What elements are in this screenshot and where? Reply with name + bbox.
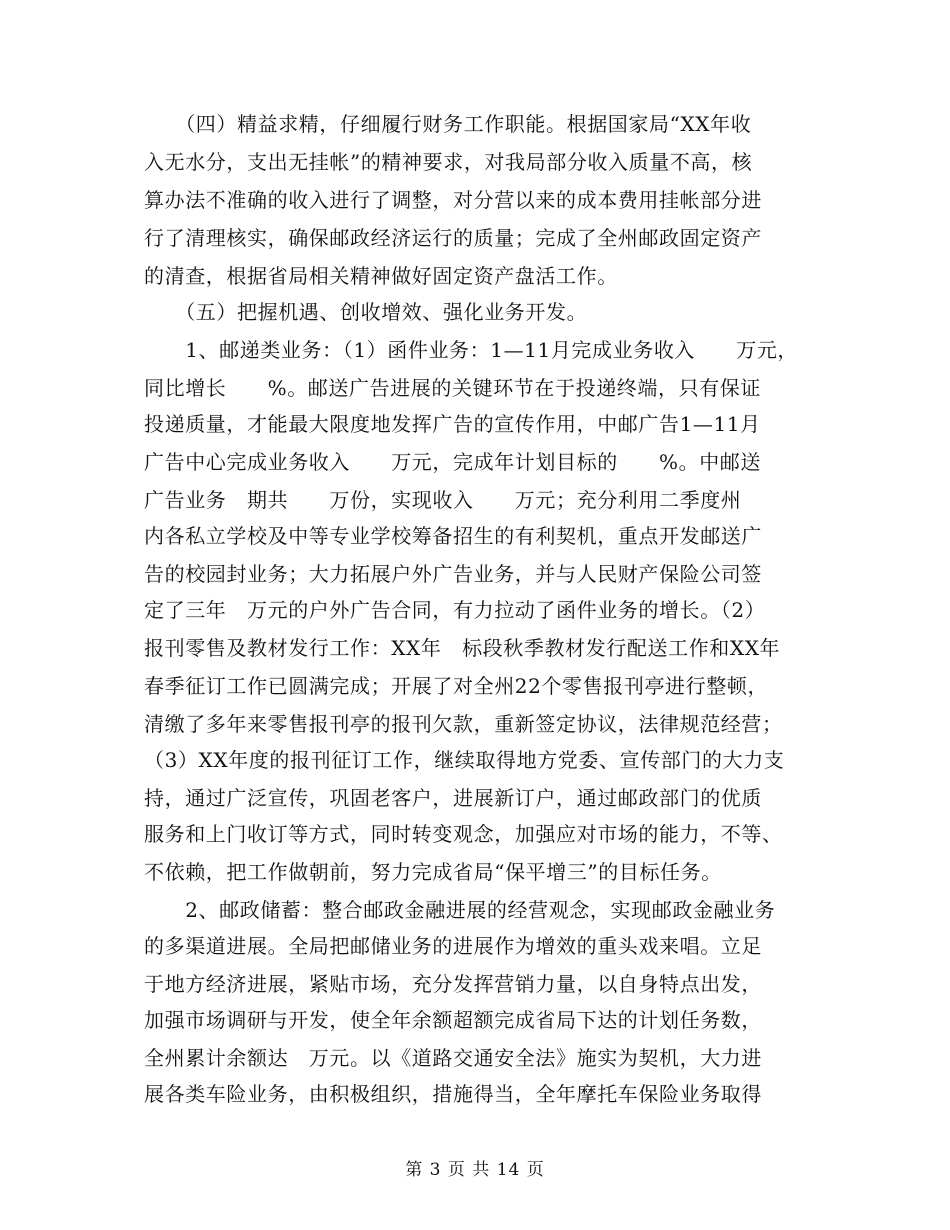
paragraph-line: 算办法不准确的收入进行了调整，对分营以来的成本费用挂帐部分进 — [144, 188, 762, 212]
paragraph-line: （3）XX年度的报刊征订工作，继续取得地方党委、宣传部门的大力支 — [144, 748, 785, 772]
paragraph-line: 入无水分，支出无挂帐”的精神要求，对我局部分收入质量不高，核 — [144, 150, 753, 174]
paragraph-line: 同比增长 %。邮送广告进展的关键环节在于投递终端，只有保证 — [144, 376, 762, 400]
paragraph-line: 全州累计余额达 万元。以《道路交通安全法》施实为契机，大力进 — [144, 1046, 762, 1070]
paragraph-line: 报刊零售及教材发行工作：XX年 标段秋季教材发行配送工作和XX年 — [144, 636, 781, 660]
paragraph-line: （五）把握机遇、创收增效、强化业务开发。 — [144, 300, 588, 324]
paragraph-line: （四）精益求精，仔细履行财务工作职能。根据国家局“XX年收 — [144, 112, 752, 136]
paragraph-line: 投递质量，才能最大限度地发挥广告的宣传作用，中邮广告1—11月 — [144, 412, 761, 436]
paragraph-line: 内各私立学校及中等专业学校筹备招生的有利契机，重点开发邮送广 — [144, 524, 762, 548]
paragraph-line: 的多渠道进展。全局把邮储业务的进展作为增效的重头戏来唱。立足 — [144, 934, 762, 958]
paragraph-line: 于地方经济进展，紧贴市场，充分发挥营销力量，以自身特点出发， — [144, 972, 762, 996]
paragraph-line: 告的校园封业务；大力拓展户外广告业务，并与人民财产保险公司签 — [144, 562, 762, 586]
paragraph-line: 加强市场调研与开发，使全年余额超额完成省局下达的计划任务数， — [144, 1008, 762, 1032]
paragraph-line: 展各类车险业务，由积极组织，措施得当，全年摩托车保险业务取得 — [144, 1082, 762, 1106]
paragraph-line: 服务和上门收订等方式，同时转变观念，加强应对市场的能力，不等、 — [144, 822, 783, 846]
paragraph-line: 广告中心完成业务收入 万元，完成年计划目标的 %。中邮送 — [144, 450, 762, 474]
paragraph-line: 的清查，根据省局相关精神做好固定资产盘活工作。 — [144, 264, 618, 288]
page-footer: 第 3 页 共 14 页 — [405, 1160, 545, 1180]
paragraph-line: 持，通过广泛宣传，巩固老客户，进展新订户，通过邮政部门的优质 — [144, 786, 762, 810]
paragraph-line: 不依赖，把工作做朝前，努力完成省局“保平增三”的目标任务。 — [144, 860, 722, 884]
paragraph-line: 1、邮递类业务：（1）函件业务：1—11月完成业务收入 万元， — [144, 338, 799, 362]
paragraph-line: 定了三年 万元的户外广告合同，有力拉动了函件业务的增长。（2） — [144, 598, 766, 622]
paragraph-line: 清缴了多年来零售报刊亭的报刊欠款，重新签定协议，法律规范经营； — [144, 712, 783, 736]
paragraph-line: 广告业务 期共 万份，实现收入 万元；充分利用二季度州 — [144, 488, 742, 512]
paragraph-line: 行了清理核实，确保邮政经济运行的质量；完成了全州邮政固定资产 — [144, 226, 762, 250]
paragraph-line: 春季征订工作已圆满完成；开展了对全州22个零售报刊亭进行整顿， — [144, 674, 769, 698]
paragraph-line: 2、邮政储蓄：整合邮政金融进展的经营观念，实现邮政金融业务 — [144, 898, 776, 922]
